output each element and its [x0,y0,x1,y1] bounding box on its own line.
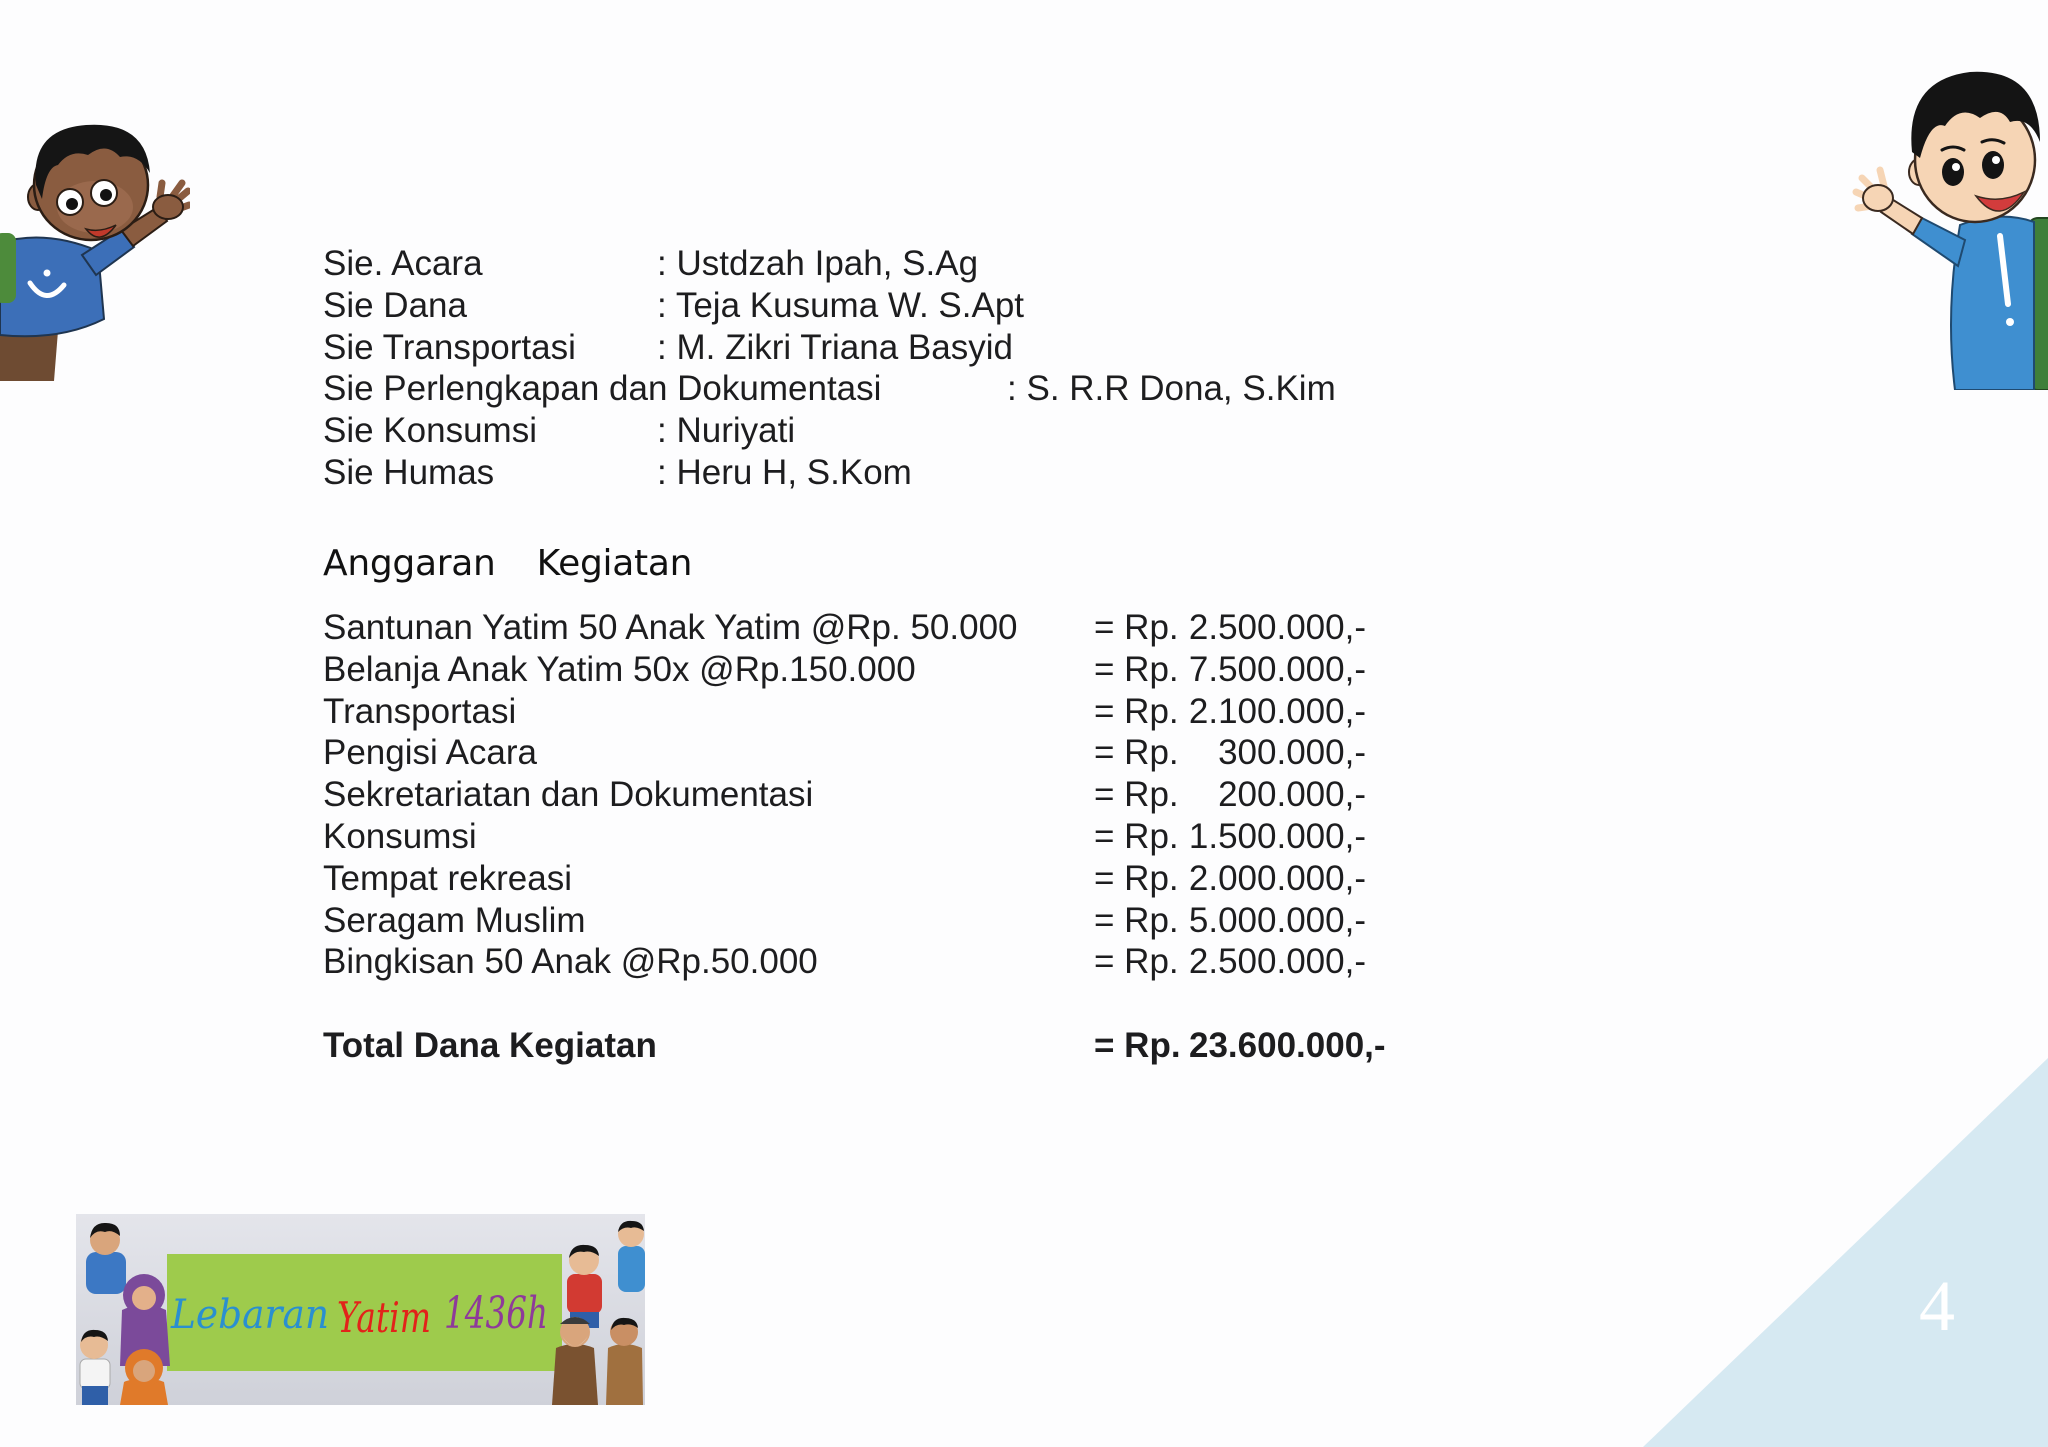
budget-item-amount: 7.500.000,- [1188,649,1366,689]
budget-item-amount: 2.500.000,- [1188,608,1366,647]
committee-name: M. Zikri Triana Basyid [676,327,1013,367]
separator: : [1007,369,1017,409]
budget-item-amount: 1.500.000,- [1188,816,1366,856]
budget-item-amount: 300.000,- [1218,733,1366,773]
budget-item-label: Sekretariatan dan Dokumentasi [323,775,814,815]
banner-title-word-2: Yatim [337,1293,431,1342]
budget-row [323,941,1423,983]
budget-row [323,900,1423,942]
budget-row [323,649,1423,691]
corner-triangle [1643,1058,2048,1447]
waving-boy-illustration-left [0,105,190,385]
committee-value [657,243,978,285]
separator: : [657,285,667,325]
committee-name: S. R.R Dona, S.Kim [1026,369,1336,409]
separator: : [657,327,667,367]
budget-item-label: Belanja Anak Yatim 50x @Rp.150.000 [323,649,916,689]
currency-prefix: = Rp. [1094,775,1179,815]
budget-row [323,858,1423,900]
currency-prefix: = Rp. [1094,649,1179,689]
separator: : [657,244,667,283]
currency-prefix: = Rp. [1094,733,1179,773]
budget-item-label: Transportasi [323,691,517,731]
budget-item-amount: 5.000.000,- [1188,900,1366,940]
separator: : [657,411,667,451]
budget-total-label: Total Dana Kegiatan [323,1026,657,1065]
currency-prefix: = Rp. [1094,1026,1181,1065]
committee-name: Nuriyati [676,411,796,451]
committee-role: Sie Humas [323,452,495,492]
budget-item-amount: 2.100.000,- [1188,691,1366,731]
budget-item-label: Santunan Yatim 50 Anak Yatim @Rp. 50.000 [323,608,1018,647]
committee-value [657,452,912,494]
currency-prefix: = Rp. [1094,608,1179,647]
currency-prefix: = Rp. [1094,900,1179,940]
currency-prefix: = Rp. [1094,858,1179,898]
committee-role: Sie Dana [323,285,467,325]
banner-kid-boy-blue-right [618,1221,645,1292]
committee-value [657,410,795,452]
banner-title-word-1: Lebaran [170,1292,329,1338]
banner-title-word-3: 1436h [444,1288,548,1339]
budget-item-label: Tempat rekreasi [323,858,572,898]
committee-role: Sie Perlengkapan dan Dokumentasi [323,369,882,409]
committee-value [1007,368,1336,410]
budget-row [323,607,1423,649]
budget-total-row [323,1025,1423,1067]
event-banner [76,1214,645,1405]
budget-item-amount: 2.500.000,- [1188,942,1366,982]
budget-row [323,774,1423,816]
committee-role: Sie Transportasi [323,327,576,367]
committee-row [323,327,1423,369]
committee-value [657,285,1024,327]
committee-row [323,452,1423,494]
budget-row [323,816,1423,858]
budget-heading: Anggaran Kegiatan [323,543,693,584]
committee-role: Sie Konsumsi [323,411,537,451]
budget-total-amount: 23.600.000,- [1189,1026,1386,1065]
committee-name: Ustdzah Ipah, S.Ag [676,244,979,283]
budget-item-label: Bingkisan 50 Anak @Rp.50.000 [323,942,818,982]
budget-row [323,732,1423,774]
committee-row [323,285,1423,327]
budget-item-label: Seragam Muslim [323,900,586,940]
budget-row [323,691,1423,733]
currency-prefix: = Rp. [1094,691,1179,731]
committee-list [323,243,1423,494]
page-number: 4 [1919,1266,1955,1346]
committee-row [323,410,1423,452]
currency-prefix: = Rp. [1094,942,1179,982]
budget-item-label: Pengisi Acara [323,733,538,773]
budget-item-amount: 2.000.000,- [1188,858,1366,898]
banner-kid-boy-red [567,1245,602,1328]
budget-item-label: Konsumsi [323,816,477,856]
budget-list [323,607,1423,983]
committee-name: Heru H, S.Kom [676,452,912,492]
committee-role: Sie. Acara [323,244,483,283]
separator: : [657,452,667,492]
committee-row [323,368,1423,410]
budget-item-amount: 200.000,- [1218,775,1366,815]
currency-prefix: = Rp. [1094,816,1179,856]
committee-row [323,243,1423,285]
committee-name: Teja Kusuma W. S.Apt [675,285,1025,325]
backpack-strap [0,233,16,303]
banner-kid-boy-brown [606,1318,643,1405]
committee-value [657,327,1013,369]
waving-boy-illustration-right [1850,60,2048,390]
banner-kid-boy-white [80,1330,110,1405]
